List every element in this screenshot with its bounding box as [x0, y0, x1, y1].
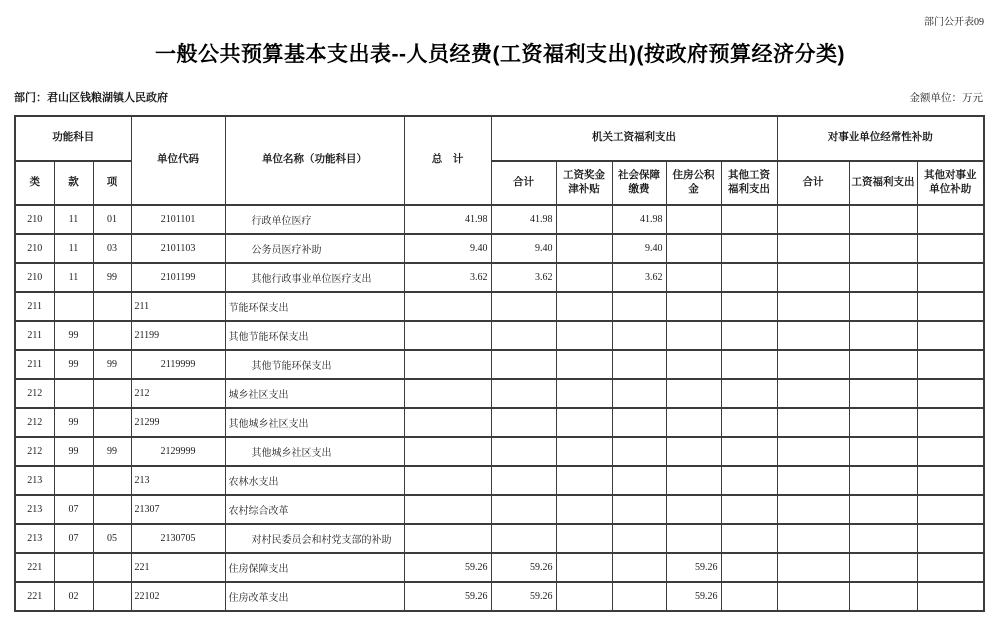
table-row	[15, 437, 984, 466]
cell-unit-code: 2101199	[131, 263, 225, 292]
cell-section	[54, 379, 93, 408]
cell-org-other-wage	[721, 379, 777, 408]
cell-org-other-wage	[721, 466, 777, 495]
cell-grand-total: 3.62	[404, 263, 491, 292]
cell-inst-total	[777, 234, 849, 263]
cell-org-total: 41.98	[491, 205, 556, 234]
cell-grand-total	[404, 437, 491, 466]
cell-inst-other	[917, 437, 984, 466]
cell-class: 221	[15, 582, 54, 611]
cell-org-total	[491, 292, 556, 321]
cell-inst-other	[917, 321, 984, 350]
cell-wage-bonus	[556, 205, 612, 234]
table-body	[15, 205, 984, 611]
header-social-security: 社会保障缴费	[612, 161, 666, 205]
cell-section	[54, 466, 93, 495]
cell-inst-wage	[849, 292, 917, 321]
cell-unit-name: 其他节能环保支出	[225, 321, 404, 350]
cell-org-other-wage	[721, 292, 777, 321]
cell-inst-wage	[849, 263, 917, 292]
cell-unit-name: 农村综合改革	[225, 495, 404, 524]
cell-social-security	[612, 292, 666, 321]
table-row	[15, 495, 984, 524]
table-row	[15, 234, 984, 263]
cell-unit-code: 21307	[131, 495, 225, 524]
cell-grand-total: 9.40	[404, 234, 491, 263]
table-row	[15, 350, 984, 379]
cell-unit-name: 城乡社区支出	[225, 379, 404, 408]
table-row	[15, 582, 984, 611]
cell-housing-fund	[666, 205, 721, 234]
cell-inst-wage	[849, 582, 917, 611]
cell-unit-code: 2130705	[131, 524, 225, 553]
cell-item: 99	[93, 437, 131, 466]
header-functional-subject: 功能科目	[15, 116, 131, 161]
cell-inst-other	[917, 553, 984, 582]
cell-org-total: 3.62	[491, 263, 556, 292]
cell-inst-other	[917, 495, 984, 524]
cell-inst-other	[917, 524, 984, 553]
cell-unit-name: 其他行政事业单位医疗支出	[225, 263, 404, 292]
cell-inst-other	[917, 263, 984, 292]
cell-grand-total	[404, 350, 491, 379]
cell-housing-fund	[666, 408, 721, 437]
cell-inst-total	[777, 495, 849, 524]
cell-grand-total	[404, 524, 491, 553]
cell-unit-code: 221	[131, 553, 225, 582]
cell-unit-name: 住房保障支出	[225, 553, 404, 582]
cell-section: 99	[54, 321, 93, 350]
cell-item: 03	[93, 234, 131, 263]
cell-org-other-wage	[721, 553, 777, 582]
cell-wage-bonus	[556, 466, 612, 495]
cell-class: 211	[15, 350, 54, 379]
budget-table	[14, 115, 985, 612]
header-item: 项	[93, 161, 131, 205]
cell-org-total	[491, 408, 556, 437]
cell-item	[93, 553, 131, 582]
cell-org-total	[491, 350, 556, 379]
meta-row	[14, 89, 983, 105]
cell-section: 99	[54, 350, 93, 379]
cell-inst-total	[777, 437, 849, 466]
cell-section	[54, 292, 93, 321]
cell-inst-other	[917, 292, 984, 321]
cell-inst-other	[917, 466, 984, 495]
cell-unit-code: 2101101	[131, 205, 225, 234]
cell-social-security	[612, 437, 666, 466]
cell-section: 07	[54, 524, 93, 553]
cell-unit-code: 2101103	[131, 234, 225, 263]
cell-inst-wage	[849, 234, 917, 263]
cell-unit-name: 公务员医疗补助	[225, 234, 404, 263]
cell-unit-name: 住房改革支出	[225, 582, 404, 611]
cell-social-security	[612, 495, 666, 524]
cell-inst-total	[777, 582, 849, 611]
cell-inst-total	[777, 553, 849, 582]
table-row	[15, 553, 984, 582]
cell-wage-bonus	[556, 379, 612, 408]
cell-inst-total	[777, 321, 849, 350]
cell-wage-bonus	[556, 408, 612, 437]
cell-class: 213	[15, 524, 54, 553]
cell-inst-other	[917, 408, 984, 437]
cell-inst-wage	[849, 321, 917, 350]
cell-item	[93, 379, 131, 408]
cell-housing-fund	[666, 234, 721, 263]
cell-grand-total	[404, 495, 491, 524]
cell-class: 212	[15, 379, 54, 408]
cell-unit-code: 22102	[131, 582, 225, 611]
cell-inst-wage	[849, 466, 917, 495]
cell-housing-fund	[666, 524, 721, 553]
amount-unit-label: 金额单位：万元	[909, 93, 983, 104]
header-org-wage-welfare-group: 机关工资福利支出	[491, 116, 777, 161]
cell-section: 02	[54, 582, 93, 611]
cell-org-total: 9.40	[491, 234, 556, 263]
cell-social-security: 3.62	[612, 263, 666, 292]
cell-section: 07	[54, 495, 93, 524]
header-unit-name: 单位名称（功能科目）	[225, 116, 404, 205]
table-row	[15, 408, 984, 437]
cell-grand-total: 41.98	[404, 205, 491, 234]
cell-org-other-wage	[721, 321, 777, 350]
cell-grand-total	[404, 466, 491, 495]
cell-wage-bonus	[556, 350, 612, 379]
cell-section: 11	[54, 234, 93, 263]
cell-inst-other	[917, 205, 984, 234]
cell-item	[93, 292, 131, 321]
cell-item	[93, 495, 131, 524]
cell-grand-total: 59.26	[404, 553, 491, 582]
cell-org-total	[491, 321, 556, 350]
page-title: 一般公共预算基本支出表--人员经费(工资福利支出)(按政府预算经济分类)	[155, 43, 845, 66]
cell-org-other-wage	[721, 524, 777, 553]
cell-class: 213	[15, 466, 54, 495]
cell-section: 11	[54, 205, 93, 234]
cell-org-total	[491, 379, 556, 408]
cell-social-security	[612, 524, 666, 553]
cell-org-other-wage	[721, 437, 777, 466]
cell-class: 212	[15, 408, 54, 437]
cell-housing-fund	[666, 379, 721, 408]
cell-inst-total	[777, 466, 849, 495]
cell-social-security: 41.98	[612, 205, 666, 234]
cell-unit-code: 213	[131, 466, 225, 495]
cell-social-security: 9.40	[612, 234, 666, 263]
header-other-wage-welfare: 其他工资福利支出	[721, 161, 777, 205]
cell-unit-code: 2129999	[131, 437, 225, 466]
header-inst-wage-welfare: 工资福利支出	[849, 161, 917, 205]
cell-class: 211	[15, 292, 54, 321]
cell-wage-bonus	[556, 263, 612, 292]
cell-class: 210	[15, 263, 54, 292]
cell-wage-bonus	[556, 321, 612, 350]
cell-section	[54, 553, 93, 582]
cell-section: 99	[54, 408, 93, 437]
cell-class: 213	[15, 495, 54, 524]
header-grand-total: 总 计	[404, 116, 491, 205]
cell-item: 99	[93, 263, 131, 292]
cell-housing-fund	[666, 437, 721, 466]
cell-inst-total	[777, 263, 849, 292]
cell-org-other-wage	[721, 350, 777, 379]
header-wage-bonus-allowance: 工资奖金津补贴	[556, 161, 612, 205]
cell-housing-fund	[666, 321, 721, 350]
cell-inst-wage	[849, 524, 917, 553]
cell-wage-bonus	[556, 437, 612, 466]
table-row	[15, 292, 984, 321]
cell-grand-total: 59.26	[404, 582, 491, 611]
cell-wage-bonus	[556, 553, 612, 582]
cell-section: 11	[54, 263, 93, 292]
cell-inst-total	[777, 350, 849, 379]
cell-org-other-wage	[721, 205, 777, 234]
table-row	[15, 263, 984, 292]
cell-item	[93, 408, 131, 437]
table-row	[15, 321, 984, 350]
cell-grand-total	[404, 321, 491, 350]
cell-unit-name: 行政单位医疗	[225, 205, 404, 234]
cell-inst-total	[777, 408, 849, 437]
cell-unit-name: 其他城乡社区支出	[225, 408, 404, 437]
cell-social-security	[612, 379, 666, 408]
cell-class: 212	[15, 437, 54, 466]
cell-housing-fund	[666, 350, 721, 379]
cell-inst-wage	[849, 350, 917, 379]
cell-item: 05	[93, 524, 131, 553]
cell-org-other-wage	[721, 582, 777, 611]
cell-inst-total	[777, 379, 849, 408]
cell-unit-name: 对村民委员会和村党支部的补助	[225, 524, 404, 553]
cell-unit-name: 其他节能环保支出	[225, 350, 404, 379]
cell-class: 211	[15, 321, 54, 350]
table-row	[15, 205, 984, 234]
cell-inst-other	[917, 379, 984, 408]
cell-item: 01	[93, 205, 131, 234]
table-row	[15, 379, 984, 408]
cell-wage-bonus	[556, 292, 612, 321]
cell-org-other-wage	[721, 495, 777, 524]
department-label: 部门：君山区钱粮湖镇人民政府	[14, 92, 168, 104]
cell-unit-name: 节能环保支出	[225, 292, 404, 321]
cell-inst-total	[777, 524, 849, 553]
cell-unit-code: 211	[131, 292, 225, 321]
cell-org-total: 59.26	[491, 582, 556, 611]
cell-social-security	[612, 350, 666, 379]
header-section: 款	[54, 161, 93, 205]
header-inst-other-subsidy: 其他对事业单位补助	[917, 161, 984, 205]
cell-grand-total	[404, 379, 491, 408]
cell-inst-wage	[849, 205, 917, 234]
header-inst-subsidy-group: 对事业单位经常性补助	[777, 116, 984, 161]
cell-item	[93, 466, 131, 495]
cell-housing-fund	[666, 466, 721, 495]
cell-inst-total	[777, 205, 849, 234]
cell-unit-code: 2119999	[131, 350, 225, 379]
cell-item	[93, 321, 131, 350]
cell-housing-fund	[666, 495, 721, 524]
header-inst-total: 合计	[777, 161, 849, 205]
header-class: 类	[15, 161, 54, 205]
cell-social-security	[612, 553, 666, 582]
cell-grand-total	[404, 408, 491, 437]
cell-inst-wage	[849, 379, 917, 408]
cell-inst-other	[917, 582, 984, 611]
cell-inst-wage	[849, 495, 917, 524]
header-housing-fund: 住房公积金	[666, 161, 721, 205]
cell-org-total	[491, 437, 556, 466]
cell-inst-wage	[849, 553, 917, 582]
cell-wage-bonus	[556, 495, 612, 524]
cell-org-total: 59.26	[491, 553, 556, 582]
cell-item	[93, 582, 131, 611]
cell-unit-name: 农林水支出	[225, 466, 404, 495]
cell-class: 210	[15, 205, 54, 234]
table-row	[15, 466, 984, 495]
cell-inst-wage	[849, 437, 917, 466]
cell-social-security	[612, 466, 666, 495]
cell-unit-code: 212	[131, 379, 225, 408]
cell-org-total	[491, 466, 556, 495]
cell-org-other-wage	[721, 234, 777, 263]
cell-item: 99	[93, 350, 131, 379]
cell-grand-total	[404, 292, 491, 321]
cell-social-security	[612, 582, 666, 611]
cell-unit-name: 其他城乡社区支出	[225, 437, 404, 466]
cell-housing-fund	[666, 292, 721, 321]
cell-inst-other	[917, 234, 984, 263]
cell-unit-code: 21299	[131, 408, 225, 437]
cell-org-other-wage	[721, 263, 777, 292]
header-unit-code: 单位代码	[131, 116, 225, 205]
cell-inst-wage	[849, 408, 917, 437]
cell-org-total	[491, 495, 556, 524]
cell-inst-other	[917, 350, 984, 379]
cell-unit-code: 21199	[131, 321, 225, 350]
cell-housing-fund	[666, 263, 721, 292]
cell-class: 221	[15, 553, 54, 582]
cell-wage-bonus	[556, 234, 612, 263]
cell-housing-fund: 59.26	[666, 582, 721, 611]
cell-wage-bonus	[556, 582, 612, 611]
header-org-total: 合计	[491, 161, 556, 205]
cell-social-security	[612, 321, 666, 350]
cell-housing-fund: 59.26	[666, 553, 721, 582]
form-number-label: 部门公开表09	[924, 17, 984, 28]
cell-social-security	[612, 408, 666, 437]
cell-inst-total	[777, 292, 849, 321]
cell-section: 99	[54, 437, 93, 466]
cell-class: 210	[15, 234, 54, 263]
cell-org-total	[491, 524, 556, 553]
cell-org-other-wage	[721, 408, 777, 437]
table-row	[15, 524, 984, 553]
cell-wage-bonus	[556, 524, 612, 553]
